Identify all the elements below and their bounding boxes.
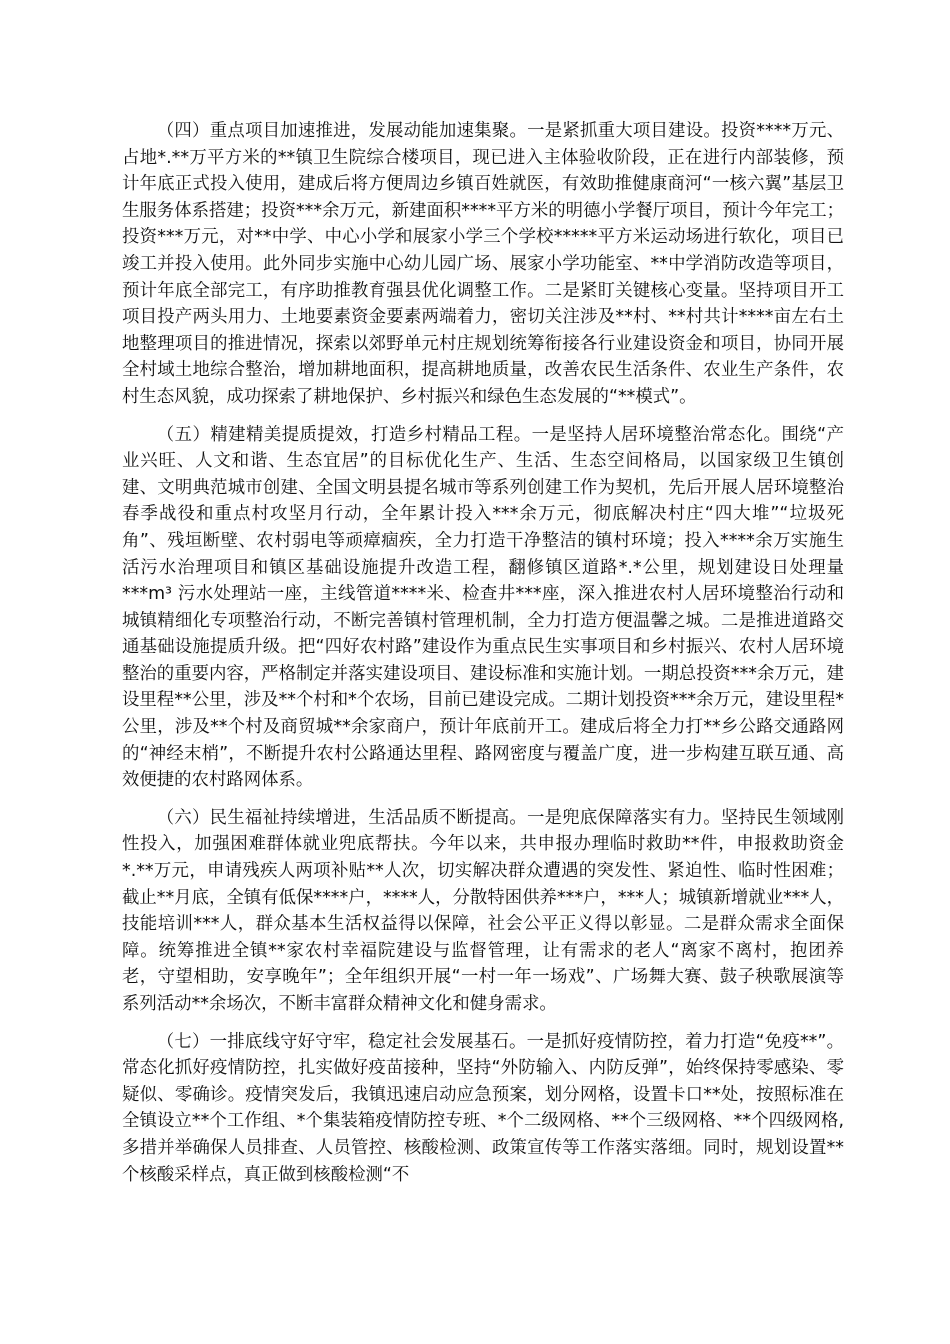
paragraph-key-projects: （四）重点项目加速推进，发展动能加速集聚。一是紧抓重大项目建设。投资****万元、占地*.**万平方米的**镇卫生院综合楼项目，现已进入主体验收阶段，正在进行内部装修，预计年底正式投入使用，建成后将方便周边乡镇百姓就医，有效助推健康商河“一核六翼”基层卫生服务体系搭建；投资***余万元，新建面积****平方米的明德小学餐厅项目，预计今年完工；投资***万元，对**中学、中心小学和展家小学三个学校*****平方米运动场进行软化，项目已竣工并投入使用。此外同步实施中心幼儿园广场、展家小学功能室、**中学消防改造等项目，预计年底全部完工，有序助推教育强县优化调整工作。二是紧盯关键核心变量。坚持项目开工项目投产两头用力、土地要素资金要素两端着力，密切关注涉及**村、**村共计****亩左右土地整理项目的推进情况，探索以郊野单元村庄规划统筹衔接各行业建设资金和项目，协同开展全村域土地综合整治，增加耕地面积，提高耕地质量，改善农民生活条件、农业生产条件，农村生态风貌，成功探索了耕地保护、乡村振兴和绿色生态发展的“**模式”。	[122, 121, 844, 407]
paragraph-bottom-line: （七）一排底线守好守牢，稳定社会发展基石。一是抓好疫情防控，着力打造“免疫**”。常态化抓好疫情防控，扎实做好疫苗接种，坚持“外防输入、内防反弹”，始终保持零感染、零疑似、零确诊。疫情突发后，我镇迅速启动应急预案，划分网格，设置卡口**处，按照标准在全镇设立**个工作组、*个集装箱疫情防控专班、*个二级网格、**个三级网格、**个四级网格,多措并举确保人员排查、人员管控、核酸检测、政策宣传等工作落实落细。同时，规划设置**个核酸采样点，真正做到核酸检测“不	[122, 1031, 844, 1185]
paragraph-rural-projects: （五）精建精美提质提效，打造乡村精品工程。一是坚持人居环境整治常态化。围绕“产业兴旺、人文和谐、生态宜居”的目标优化生产、生活、生态空间格局，以国家级卫生镇创建、文明典范城市创建、全国文明县提名城市等系列创建工作为契机，先后开展人居环境整治春季战役和重点村攻坚月行动，全年累计投入***余万元，彻底解决村庄“四大堆”“垃圾死角”、残垣断壁、农村弱电等顽瘴痼疾，全力打造干净整洁的镇村环境；投入****余万实施生活污水治理项目和镇区基础设施提升改造工程，翻修镇区道路*.*公里，规划建设日处理量***m³ 污水处理站一座，主线管道****米、检查井***座，深入推进农村人居环境整治行动和城镇精细化专项整治行动，不断完善镇村管理机制，全力打造方便温馨之城。二是推进道路交通基础设施提质升级。把“四好农村路”建设作为重点民生实事项目和乡村振兴、农村人居环境整治的重要内容，严格制定并落实建设项目、建设标准和实施计划。一期总投资***余万元，建设里程**公里，涉及**个村和*个农场，目前已建设完成。二期计划投资***余万元，建设里程*公里，涉及**个村及商贸城**余家商户，预计年底前开工。建成后将全力打**乡公路交通路网的“神经末梢”，不断提升农村公路通达里程、路网密度与覆盖广度，进一步构建互联互通、高效便捷的农村路网体系。	[122, 424, 844, 791]
document-body	[122, 118, 844, 1199]
paragraph-livelihood: （六）民生福祉持续增进，生活品质不断提高。一是兜底保障落实有力。坚持民生领域刚性投入，加强困难群体就业兜底帮扶。今年以来，共申报办理临时救助**件，申报救助资金*.**万元，申请残疾人两项补贴**人次，切实解决群众遭遇的突发性、紧迫性、临时性困难；截止**月底，全镇有低保****户，****人，分散特困供养***户，***人；城镇新增就业***人，技能培训***人，群众基本生活权益得以保障，社会公平正义得以彰显。二是群众需求全面保障。统筹推进全镇**家农村幸福院建设与监督管理，让有需求的老人“离家不离村，抱团养老，守望相助，安享晚年”；全年组织开展“一村一年一场戏”、广场舞大赛、鼓子秧歌展演等系列活动**余场次，不断丰富群众精神文化和健身需求。	[122, 807, 844, 1014]
